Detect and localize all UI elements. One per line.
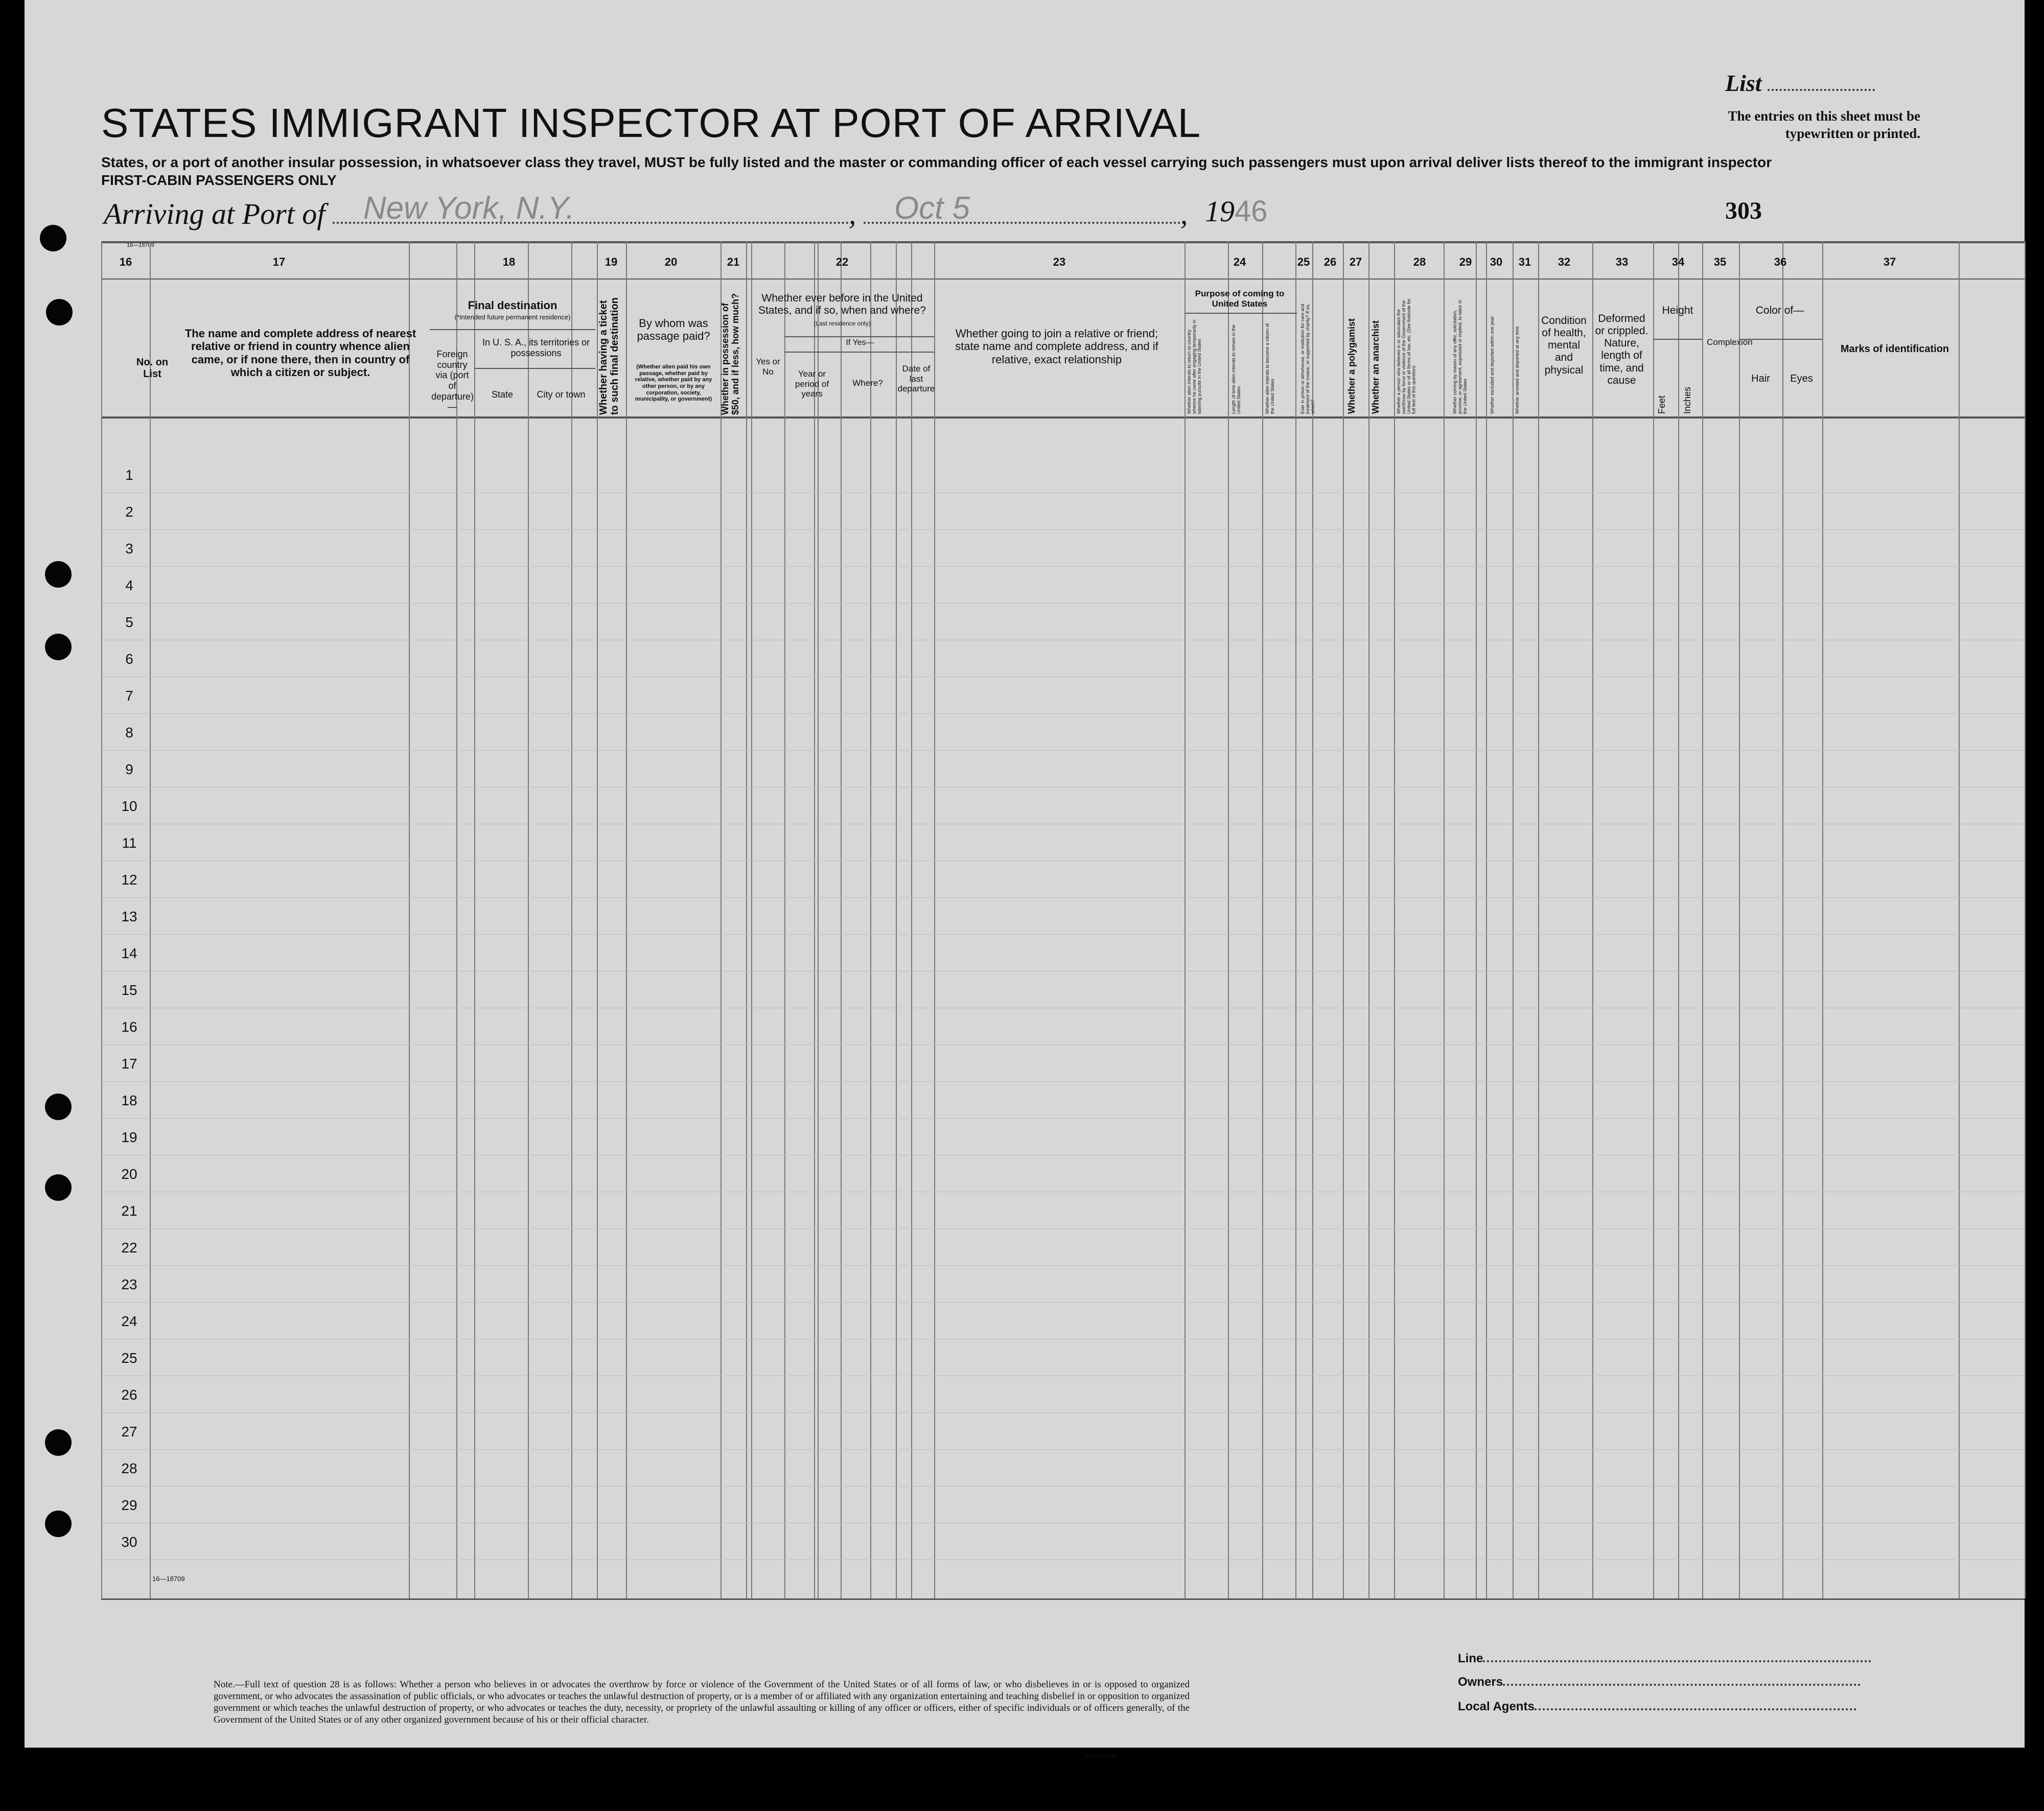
header-18-foreign: Foreign country via (port of departure)— — [431, 349, 474, 412]
column-divider — [1538, 241, 1539, 1598]
header-22-year: Year or period of years — [795, 369, 829, 399]
agents-label: Local Agents — [1458, 1700, 1535, 1713]
rule-22a — [784, 336, 934, 337]
owners-field — [1458, 1675, 1861, 1689]
agents-blank — [1535, 1700, 1856, 1710]
row-number: 8 — [125, 725, 133, 740]
row-line — [101, 1302, 2025, 1303]
header-33: Deformed or crippled. Nature, length of time, and cause — [1595, 313, 1648, 386]
header-22-yesno: Yes or No — [756, 357, 780, 377]
column-divider — [911, 241, 912, 1598]
row-number: 10 — [121, 798, 137, 814]
year-field — [1205, 194, 1268, 228]
row-line — [101, 1044, 2025, 1045]
row-number: 6 — [125, 651, 133, 667]
column-number: 24 — [1233, 256, 1246, 268]
colnum-rule — [101, 278, 2025, 280]
form-code-top: 16—18709 — [127, 242, 154, 248]
column-divider — [841, 241, 842, 1598]
header-rule-top — [101, 241, 2025, 243]
line-blank — [1483, 1652, 1871, 1662]
column-number: 27 — [1349, 256, 1362, 268]
column-divider — [1184, 241, 1186, 1598]
column-divider — [1312, 241, 1313, 1598]
column-divider — [1295, 241, 1296, 1598]
header-18-usa: In U. S. A., its territories or possessions — [482, 337, 590, 358]
column-number: 37 — [1883, 256, 1896, 268]
row-number: 26 — [121, 1387, 137, 1403]
row-number: 16 — [121, 1019, 137, 1035]
row-line — [101, 1081, 2025, 1082]
column-divider — [1782, 241, 1783, 1598]
column-divider — [751, 241, 752, 1598]
punch-hole — [45, 1174, 72, 1201]
column-divider — [597, 241, 598, 1598]
line-label: Line — [1458, 1652, 1483, 1665]
manifest-sheet — [25, 0, 2025, 1760]
header-24-title: Purpose of coming to United States — [1195, 289, 1285, 309]
list-label — [1725, 69, 1875, 97]
row-line — [101, 566, 2025, 567]
header-21: Whether in possession of $50, and if less, how much? — [720, 293, 740, 415]
column-number: 23 — [1053, 256, 1066, 268]
column-divider — [818, 241, 819, 1598]
row-number: 29 — [121, 1497, 137, 1513]
column-divider — [1368, 241, 1369, 1598]
owners-blank — [1503, 1676, 1861, 1686]
column-divider — [1592, 241, 1593, 1598]
column-number: 16 — [119, 256, 132, 268]
body-rule-bottom — [101, 1598, 2025, 1600]
header-34-title: Height — [1662, 305, 1693, 316]
row-line — [101, 1486, 2025, 1487]
rule-18a — [430, 329, 595, 330]
row-number: 15 — [121, 982, 137, 998]
header-36-title: Color of— — [1755, 305, 1804, 316]
header-22-sub: (Last residence only) — [814, 320, 871, 327]
row-number: 1 — [125, 467, 133, 483]
row-number: 19 — [121, 1129, 137, 1145]
column-number: 36 — [1774, 256, 1787, 268]
header-34-feet: Feet — [1657, 395, 1667, 414]
column-number: 30 — [1490, 256, 1503, 268]
header-24-a: Whether alien intends to return to country whence he came after engaging temporarily in laboring pursuits in the United States — [1187, 319, 1202, 414]
row-number: 24 — [121, 1313, 137, 1329]
column-number: 20 — [664, 256, 678, 268]
header-18-sub: (*Intended future permanent residence) — [454, 313, 571, 321]
column-divider — [1678, 241, 1679, 1598]
header-17: The name and complete address of nearest relative or friend in country whence alien came, or if none there, then in country of which a citizen or subject. — [184, 327, 416, 379]
header-24-c: Whether alien intends to become a citizen of the United States — [1265, 323, 1275, 414]
column-number: 32 — [1558, 256, 1571, 268]
header-31: Whether arrested and deported at any time — [1515, 326, 1520, 414]
column-divider — [1444, 241, 1445, 1598]
column-divider — [1476, 241, 1477, 1598]
header-18-title: Final destination — [468, 299, 558, 312]
owners-label: Owners — [1458, 1675, 1503, 1689]
column-number: 25 — [1297, 256, 1310, 268]
row-number: 5 — [125, 614, 133, 630]
header-29: Whether coming by reason of any offer, solicitation, promise, or agreement, expressed or implied, to labor in the United States — [1452, 299, 1468, 414]
punch-hole — [45, 1094, 72, 1120]
line-field — [1458, 1652, 1871, 1666]
agents-field — [1458, 1700, 1856, 1714]
row-number: 17 — [121, 1056, 137, 1072]
rule-24 — [1184, 313, 1297, 314]
row-number: 14 — [121, 945, 137, 961]
column-number: 22 — [835, 256, 849, 268]
header-22-where: Where? — [852, 378, 883, 388]
list-number-line — [1768, 76, 1875, 91]
column-number: 34 — [1671, 256, 1685, 268]
column-divider — [150, 241, 151, 1598]
column-number: 26 — [1323, 256, 1337, 268]
form-code-bottom: 16—18709 — [152, 1575, 185, 1583]
column-number: 29 — [1459, 256, 1472, 268]
column-divider — [571, 241, 572, 1598]
header-36-eyes: Eyes — [1790, 373, 1813, 384]
column-number: 28 — [1413, 256, 1426, 268]
column-divider — [1343, 241, 1344, 1598]
column-divider — [1653, 241, 1654, 1598]
row-number: 4 — [125, 577, 133, 593]
header-35: Complexion — [1707, 337, 1753, 347]
header-22-title: Whether ever before in the United States, and if so, when and where? — [758, 292, 926, 317]
rule-36 — [1739, 339, 1822, 340]
column-number: 33 — [1615, 256, 1629, 268]
header-32: Condition of health, mental and physical — [1541, 315, 1587, 376]
header-18-city: City or town — [537, 389, 586, 400]
header-19: Whether having a ticket to such final destination — [598, 297, 620, 415]
header-rule-bottom — [101, 416, 2025, 419]
header-20-sub: (Whether alien paid his own passage, whether paid by relative, whether paid by any other person, or by any corporation, society, municipality, or government) — [635, 364, 712, 403]
footnote-28: Note.—Full text of question 28 is as follows: Whether a person who believes in or advocates the overthrow by force or violence of the Government of the United States or of all forms of law, or who disbelieves in or is opposed to organized government, or who advocates the assassination of public officials, or who advocates or teaches the unlawful destruction of property, or is a member of or affiliated with any organization entertaining and teaching disbelief in or opposition to organized government or which teaches the unlawful destruction of property, or who advocates or teaches the duty, necessity, or propriety of the unlawful assaulting or killing of any officer or officers, either of specific individuals or of officers generally, of the Government of the United States or of any other organized government because of his or their official character. — [214, 1679, 1190, 1725]
column-divider — [870, 241, 871, 1598]
header-23: Whether going to join a relative or friend; state name and complete address, and if relative, exact relationship — [955, 327, 1158, 366]
row-line — [101, 529, 2025, 530]
column-number: 21 — [727, 256, 740, 268]
row-number: 20 — [121, 1166, 137, 1182]
column-number: 31 — [1518, 256, 1531, 268]
column-divider — [746, 241, 747, 1598]
year-prefix: 19 — [1205, 195, 1235, 228]
column-divider — [1394, 241, 1395, 1598]
column-divider — [896, 241, 897, 1598]
column-divider — [934, 241, 935, 1598]
header-27: Whether an anarchist — [1371, 320, 1381, 414]
header-34-inches: Inches — [1682, 386, 1692, 414]
row-line — [101, 934, 2025, 935]
column-divider — [721, 241, 722, 1598]
date-value: Oct 5 — [894, 191, 970, 226]
row-line — [101, 713, 2025, 714]
row-number: 18 — [121, 1093, 137, 1108]
column-divider — [784, 241, 785, 1598]
punch-hole — [45, 1511, 72, 1537]
row-number: 28 — [121, 1460, 137, 1476]
page-number: 303 — [1725, 197, 1762, 224]
punch-hole — [40, 225, 66, 251]
row-line — [101, 1265, 2025, 1266]
arriving-line: Arriving at Port of New York, N.Y. , Oct 5 , — [104, 191, 1188, 230]
column-number: 19 — [605, 256, 618, 268]
row-number: 9 — [125, 761, 133, 777]
rule-18b — [474, 368, 595, 369]
rule-22b — [784, 352, 934, 353]
list-label-text: List — [1725, 70, 1762, 96]
date-field — [864, 191, 1180, 226]
first-cabin-label: FIRST-CABIN PASSENGERS ONLY — [101, 172, 337, 188]
row-number: 11 — [122, 835, 137, 851]
row-line — [101, 750, 2025, 751]
punch-hole — [46, 299, 73, 326]
row-number: 27 — [121, 1424, 137, 1439]
row-number: 21 — [121, 1203, 137, 1219]
rule-34 — [1653, 339, 1702, 340]
row-line — [101, 1449, 2025, 1450]
punch-hole — [45, 1429, 72, 1456]
header-30: Whether excluded and deported within one year — [1490, 316, 1495, 414]
column-divider — [409, 241, 410, 1598]
column-divider — [1822, 241, 1823, 1598]
header-25: Ever in prison or almshouse, or institution for care and treatment of the insane, or supported by charity? If so, which? — [1300, 304, 1315, 414]
row-number: 7 — [125, 688, 133, 704]
page-title: STATES IMMIGRANT INSPECTOR AT PORT OF ARRIVAL — [101, 100, 1201, 146]
row-number: 22 — [121, 1240, 137, 1256]
header-18-state: State — [491, 389, 514, 400]
column-number: 17 — [272, 256, 286, 268]
header-26: Whether a polygamist — [1346, 318, 1357, 414]
column-divider — [626, 241, 627, 1598]
row-number: 3 — [125, 541, 133, 556]
row-line — [101, 897, 2025, 898]
column-number: 18 — [502, 256, 516, 268]
row-number: 23 — [121, 1276, 137, 1292]
column-divider — [474, 241, 475, 1598]
header-37: Marks of identification — [1840, 343, 1949, 355]
header-36-hair: Hair — [1751, 373, 1770, 384]
entries-note: The entries on this sheet must be typewritten or printed. — [1728, 108, 1920, 141]
row-number: 30 — [121, 1534, 137, 1550]
column-divider — [456, 241, 457, 1598]
header-20-title: By whom was passage paid? — [637, 317, 710, 343]
column-divider — [1513, 241, 1514, 1598]
arriving-label: Arriving at Port of — [104, 197, 326, 230]
header-28: Whether a person who believes in or advocates the overthrow by force or violence of the Government of the United States or of all forms of law, etc. (See footnote for full text of this question) — [1396, 298, 1416, 414]
form-code-note: 16—18709b — [1083, 1753, 1117, 1760]
port-field — [333, 191, 849, 226]
column-divider — [1228, 241, 1229, 1598]
port-value: New York, N.Y. — [363, 191, 575, 226]
row-number: 2 — [125, 504, 133, 520]
row-line — [101, 1118, 2025, 1119]
year-suffix: 46 — [1235, 195, 1268, 228]
column-divider — [101, 241, 102, 1598]
column-divider — [1739, 241, 1740, 1598]
row-line — [101, 1412, 2025, 1413]
column-number: 35 — [1713, 256, 1727, 268]
column-divider — [1959, 241, 1960, 1598]
row-number: 12 — [121, 872, 137, 888]
punch-hole — [45, 561, 72, 588]
column-divider — [1702, 241, 1703, 1598]
column-divider — [528, 241, 529, 1598]
column-divider — [814, 241, 815, 1598]
column-divider — [2025, 241, 2026, 1598]
header-16: No. on List — [136, 357, 169, 380]
row-number: 13 — [121, 909, 137, 924]
punch-hole — [45, 634, 72, 660]
header-22-date: Date of last departure — [897, 364, 935, 394]
column-divider — [1486, 241, 1487, 1598]
row-line — [101, 1228, 2025, 1229]
header-22-ifyes: If Yes— — [846, 338, 874, 347]
intro-line: States, or a port of another insular possession, in whatsoever class they travel, MUST be fully listed and the master or commanding officer of each vessel carrying such passengers must upon arrival deliver lists thereof to the immigrant inspector — [101, 154, 1772, 170]
row-number: 25 — [121, 1350, 137, 1366]
header-24-b: Length of time alien intends to remain in the United States — [1231, 324, 1241, 414]
column-divider — [1262, 241, 1263, 1598]
